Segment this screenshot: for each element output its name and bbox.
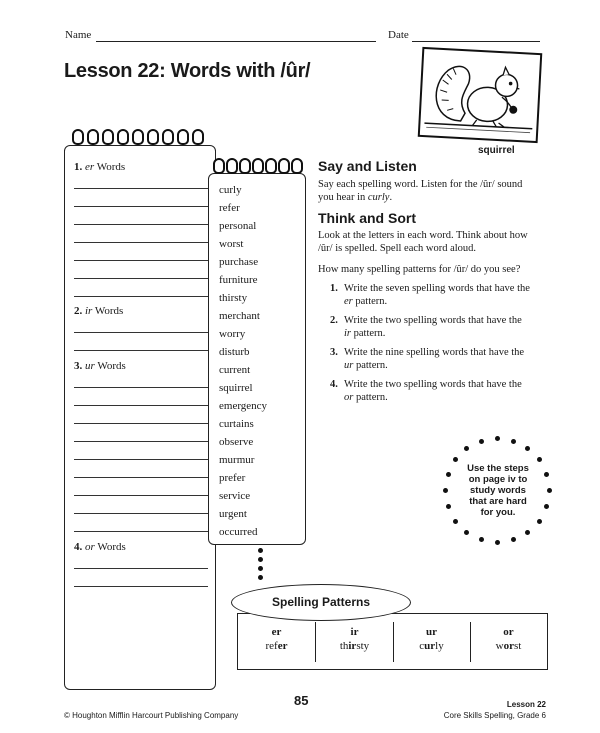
binder-ring bbox=[291, 158, 303, 174]
category-or-label: 4. or Words bbox=[74, 541, 126, 553]
answer-line-ur-7[interactable] bbox=[74, 495, 208, 496]
sort-notebook bbox=[64, 145, 216, 690]
answer-line-er-3[interactable] bbox=[74, 224, 208, 225]
copyright: © Houghton Mifflin Harcourt Publishing Company bbox=[64, 711, 239, 720]
answer-line-or-1[interactable] bbox=[74, 568, 208, 569]
pattern-column-er: er refer bbox=[265, 626, 288, 652]
answer-line-ir-2[interactable] bbox=[74, 350, 208, 351]
spelling-word: murmur bbox=[219, 454, 255, 466]
spelling-word: curtains bbox=[219, 418, 254, 430]
instruction-item: 3. Write the nine spelling words that have the ur pattern. bbox=[330, 347, 525, 371]
spelling-word: personal bbox=[219, 220, 257, 232]
answer-line-ur-4[interactable] bbox=[74, 441, 208, 442]
spelling-word: disturb bbox=[219, 346, 250, 358]
name-label: Name bbox=[65, 29, 92, 41]
spelling-word: thirsty bbox=[219, 292, 248, 304]
spelling-word: worst bbox=[219, 238, 244, 250]
pattern-column-ur: ur curly bbox=[419, 626, 444, 652]
answer-line-or-2[interactable] bbox=[74, 586, 208, 587]
pattern-column-ir: ir thirsty bbox=[339, 626, 370, 652]
spelling-word: squirrel bbox=[219, 382, 253, 394]
squirrel-picture bbox=[418, 47, 543, 143]
answer-line-er-7[interactable] bbox=[74, 296, 208, 297]
think-sort-heading: Think and Sort bbox=[318, 210, 416, 226]
spelling-word: current bbox=[219, 364, 251, 376]
answer-line-ur-9[interactable] bbox=[74, 531, 208, 532]
say-listen-heading: Say and Listen bbox=[318, 158, 417, 174]
binder-ring bbox=[147, 129, 159, 145]
spelling-word: curly bbox=[219, 184, 242, 196]
spelling-word: furniture bbox=[219, 274, 258, 286]
category-ir-label: 2. ir Words bbox=[74, 305, 124, 317]
answer-line-ur-1[interactable] bbox=[74, 387, 208, 388]
date-field-line[interactable] bbox=[412, 41, 540, 42]
patterns-title: Spelling Patterns bbox=[231, 584, 411, 621]
answer-line-ur-5[interactable] bbox=[74, 459, 208, 460]
answer-line-ur-6[interactable] bbox=[74, 477, 208, 478]
binder-ring bbox=[117, 129, 129, 145]
binder-ring bbox=[192, 129, 204, 145]
instruction-item: 4. Write the two spelling words that have the or pattern. bbox=[330, 379, 522, 403]
instruction-item: 1. Write the seven spelling words that have the er pattern. bbox=[330, 283, 530, 307]
binder-ring bbox=[72, 129, 84, 145]
binder-ring bbox=[177, 129, 189, 145]
binder-ring bbox=[102, 129, 114, 145]
word-list-notebook bbox=[208, 173, 306, 545]
think-sort-text: Look at the letters in each word. Think about how /ûr/ is spelled. Spell each word aloud. bbox=[318, 230, 528, 254]
binder-ring bbox=[265, 158, 277, 174]
binder-ring bbox=[213, 158, 225, 174]
picture-caption: squirrel bbox=[478, 145, 515, 156]
category-ur-label: 3. ur Words bbox=[74, 360, 126, 372]
page-title: Lesson 22: Words with /ûr/ bbox=[64, 60, 311, 82]
answer-line-er-1[interactable] bbox=[74, 188, 208, 189]
answer-line-er-5[interactable] bbox=[74, 260, 208, 261]
spelling-word: observe bbox=[219, 436, 254, 448]
study-tip-circle bbox=[443, 436, 553, 546]
spelling-word: service bbox=[219, 490, 251, 502]
spelling-word: refer bbox=[219, 202, 240, 214]
category-er-label: 1. er Words bbox=[74, 161, 126, 173]
spelling-word: occurred bbox=[219, 526, 258, 538]
page-number: 85 bbox=[294, 693, 309, 708]
squirrel-icon bbox=[420, 49, 540, 141]
pattern-question: How many spelling patterns for /ûr/ do you see? bbox=[318, 264, 521, 275]
binder-ring bbox=[87, 129, 99, 145]
spelling-word: emergency bbox=[219, 400, 268, 412]
answer-line-ir-1[interactable] bbox=[74, 332, 208, 333]
answer-line-er-4[interactable] bbox=[74, 242, 208, 243]
spelling-word: worry bbox=[219, 328, 246, 340]
patterns-table bbox=[237, 613, 548, 670]
answer-line-er-2[interactable] bbox=[74, 206, 208, 207]
binder-ring bbox=[132, 129, 144, 145]
spelling-word: urgent bbox=[219, 508, 247, 520]
date-label: Date bbox=[388, 29, 409, 41]
answer-line-ur-2[interactable] bbox=[74, 405, 208, 406]
answer-line-ur-3[interactable] bbox=[74, 423, 208, 424]
book-label: Core Skills Spelling, Grade 6 bbox=[443, 711, 546, 720]
say-listen-text: Say each spelling word. Listen for the /ûr/ sound you hear in curly. bbox=[318, 179, 523, 203]
answer-line-er-6[interactable] bbox=[74, 278, 208, 279]
pattern-column-or: or worst bbox=[495, 626, 522, 652]
spelling-word: prefer bbox=[219, 472, 246, 484]
binder-ring bbox=[162, 129, 174, 145]
spelling-word: purchase bbox=[219, 256, 259, 268]
binder-ring bbox=[252, 158, 264, 174]
binder-ring bbox=[226, 158, 238, 174]
instruction-item: 2. Write the two spelling words that have the ir pattern. bbox=[330, 315, 522, 339]
name-field-line[interactable] bbox=[96, 41, 376, 42]
study-tip-text: Use the steps on page iv to study words that are hard for you. bbox=[467, 463, 529, 518]
binder-ring bbox=[278, 158, 290, 174]
binder-ring bbox=[239, 158, 251, 174]
answer-line-ur-8[interactable] bbox=[74, 513, 208, 514]
lesson-label: Lesson 22 bbox=[506, 700, 546, 709]
spelling-word: merchant bbox=[219, 310, 260, 322]
